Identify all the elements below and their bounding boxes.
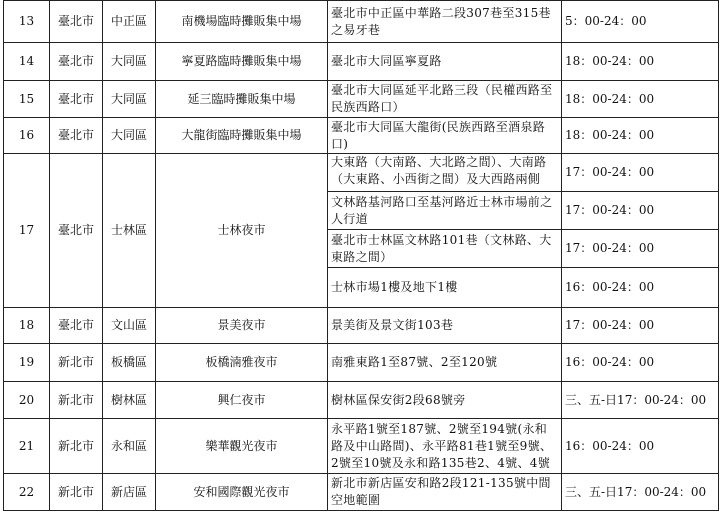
city-cell: 新北市 bbox=[50, 382, 103, 419]
district-cell: 中正區 bbox=[103, 1, 156, 43]
row-number: 20 bbox=[4, 382, 50, 419]
city-cell: 臺北市 bbox=[50, 81, 103, 118]
address-cell bbox=[328, 308, 562, 344]
address-cell bbox=[328, 268, 562, 308]
address-cell bbox=[328, 474, 562, 511]
hours-cell: 17：00-24：00 bbox=[562, 192, 719, 230]
address-text: 樹林區保安街2段68號旁 bbox=[331, 392, 466, 407]
market-name-cell: 南機場臨時攤販集中場 bbox=[156, 1, 328, 43]
address-text: 臺北市中正區中華路二段307巷至315巷之易牙巷 bbox=[331, 5, 551, 37]
city-cell: 臺北市 bbox=[50, 154, 103, 308]
address-cell bbox=[328, 344, 562, 382]
market-name-cell: 寧夏路臨時攤販集中場 bbox=[156, 43, 328, 81]
district-cell: 大同區 bbox=[103, 43, 156, 81]
table-row bbox=[4, 1, 719, 43]
district-cell: 大同區 bbox=[103, 118, 156, 154]
address-cell bbox=[328, 154, 562, 192]
address-text: 臺北市大同區大龍街(民族西路至酒泉路口) bbox=[331, 119, 546, 151]
district-cell: 新店區 bbox=[103, 474, 156, 511]
market-name-cell: 景美夜市 bbox=[156, 308, 328, 344]
hours-cell: 18：00-24：00 bbox=[562, 43, 719, 81]
table-row bbox=[4, 43, 719, 81]
market-name-cell: 樂華觀光夜市 bbox=[156, 419, 328, 474]
address-cell bbox=[328, 43, 562, 81]
table-row bbox=[4, 474, 719, 511]
address-text: 臺北市士林區文林路101巷（文林路、大東路之間） bbox=[331, 232, 552, 264]
city-cell: 臺北市 bbox=[50, 43, 103, 81]
city-cell: 新北市 bbox=[50, 474, 103, 511]
address-text: 永平路1號至187號、2號至194號(永和路及中山路間)、永平路81巷1號至9號、2號至10號及永和路135巷2、4號、4號 bbox=[331, 421, 553, 470]
address-cell bbox=[328, 81, 562, 118]
night-market-table bbox=[3, 0, 719, 511]
hours-cell: 17：00-24：00 bbox=[562, 308, 719, 344]
address-cell bbox=[328, 1, 562, 43]
table-row bbox=[4, 308, 719, 344]
market-name-cell: 大龍街臨時攤販集中場 bbox=[156, 118, 328, 154]
row-number: 21 bbox=[4, 419, 50, 474]
district-cell: 板橋區 bbox=[103, 344, 156, 382]
table-row bbox=[4, 118, 719, 154]
hours-cell: 三、五-日17：00-24：00 bbox=[562, 474, 719, 511]
table-row bbox=[4, 382, 719, 419]
city-cell: 臺北市 bbox=[50, 1, 103, 43]
market-name-cell: 安和國際觀光夜市 bbox=[156, 474, 328, 511]
market-name-cell: 延三臨時攤販集中場 bbox=[156, 81, 328, 118]
city-cell: 新北市 bbox=[50, 419, 103, 474]
hours-cell: 17：00-24：00 bbox=[562, 230, 719, 268]
row-number: 14 bbox=[4, 43, 50, 81]
row-number: 16 bbox=[4, 118, 50, 154]
address-cell bbox=[328, 419, 562, 474]
address-text: 大東路（大南路、大北路之間）、大南路（大東路、小西街之間）及大西路兩側 bbox=[331, 154, 547, 186]
hours-cell: 17：00-24：00 bbox=[562, 154, 719, 192]
hours-cell: 18：00-24：00 bbox=[562, 118, 719, 154]
city-cell: 新北市 bbox=[50, 344, 103, 382]
hours-cell: 18：00-24：00 bbox=[562, 81, 719, 118]
table-row bbox=[4, 154, 719, 192]
hours-cell: 三、五-日17：00-24：00 bbox=[562, 382, 719, 419]
market-name-cell: 興仁夜市 bbox=[156, 382, 328, 419]
address-cell bbox=[328, 382, 562, 419]
district-cell: 文山區 bbox=[103, 308, 156, 344]
address-text: 臺北市大同區延平北路三段（民權西路至民族西路口） bbox=[331, 83, 553, 114]
table-row bbox=[4, 81, 719, 118]
district-cell: 大同區 bbox=[103, 81, 156, 118]
hours-cell: 16：00-24：00 bbox=[562, 268, 719, 308]
hours-cell: 16：00-24：00 bbox=[562, 419, 719, 474]
row-number: 15 bbox=[4, 81, 50, 118]
table-row bbox=[4, 419, 719, 474]
table-row bbox=[4, 344, 719, 382]
district-cell: 士林區 bbox=[103, 154, 156, 308]
address-text: 文林路基河路口至基河路近士林市場前之人行道 bbox=[331, 194, 553, 226]
city-cell: 臺北市 bbox=[50, 118, 103, 154]
row-number: 17 bbox=[4, 154, 50, 308]
row-number: 18 bbox=[4, 308, 50, 344]
hours-cell: 16：00-24：00 bbox=[562, 344, 719, 382]
address-cell bbox=[328, 192, 562, 230]
hours-cell: 5：00-24：00 bbox=[562, 1, 719, 43]
address-text: 景美街及景文街103巷 bbox=[331, 318, 454, 332]
district-cell: 樹林區 bbox=[103, 382, 156, 419]
address-text: 士林市場1樓及地下1樓 bbox=[331, 280, 458, 294]
address-cell bbox=[328, 230, 562, 268]
market-name-cell: 板橋湳雅夜市 bbox=[156, 344, 328, 382]
address-text: 南雅東路1至87號、2至120號 bbox=[331, 355, 498, 369]
row-number: 13 bbox=[4, 1, 50, 43]
row-number: 22 bbox=[4, 474, 50, 511]
market-name-cell: 士林夜市 bbox=[156, 154, 328, 308]
address-text: 臺北市大同區寧夏路 bbox=[331, 54, 442, 68]
address-text: 新北市新店區安和路2段121-135號中間空地範圍 bbox=[331, 476, 551, 507]
row-number: 19 bbox=[4, 344, 50, 382]
district-cell: 永和區 bbox=[103, 419, 156, 474]
city-cell: 臺北市 bbox=[50, 308, 103, 344]
address-cell bbox=[328, 118, 562, 154]
